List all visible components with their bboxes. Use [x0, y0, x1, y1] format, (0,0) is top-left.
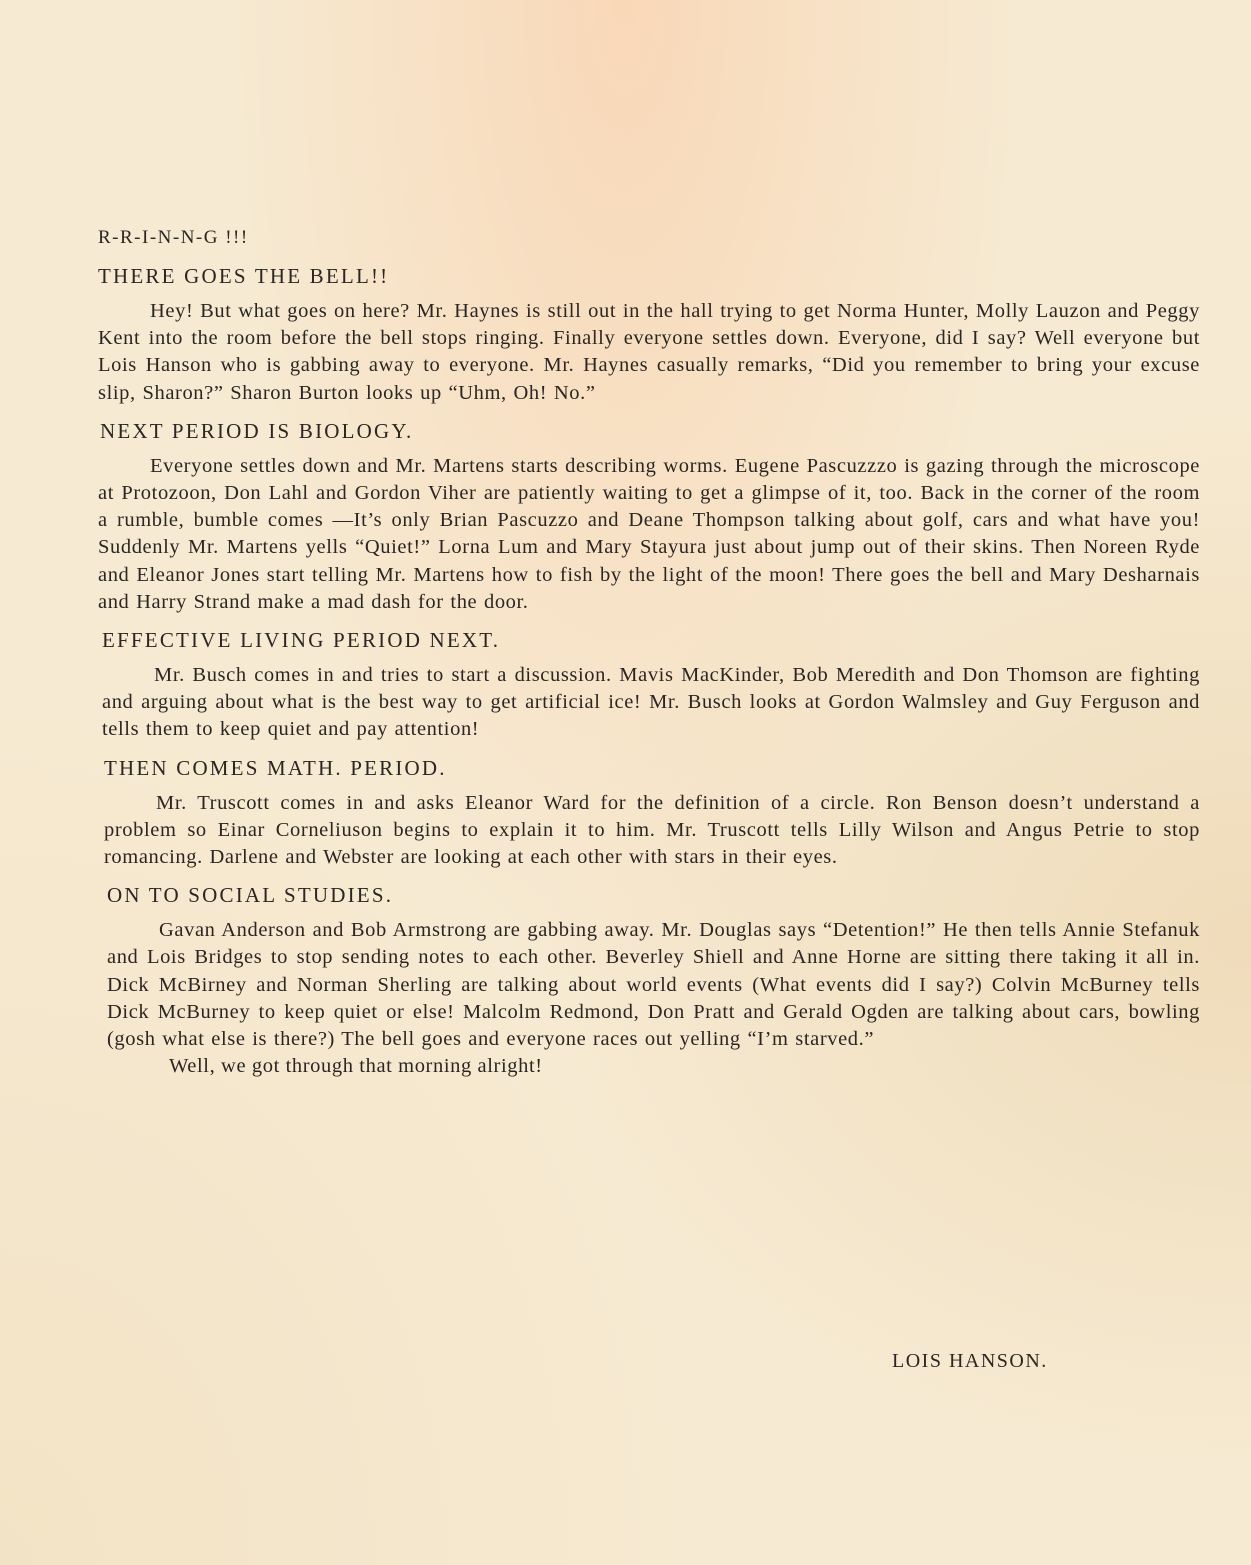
article — [98, 224, 1200, 1090]
social-studies-heading: ON TO SOCIAL STUDIES. — [107, 883, 394, 908]
section-biology — [98, 417, 1200, 616]
biology-heading: NEXT PERIOD IS BIOLOGY. — [100, 418, 414, 443]
math-paragraph: Mr. Truscott comes in and asks Eleanor Ward for the definition of a circle. Ron Benson doesn’t understand a problem so Einar Corneliuson begins to explain it to him. Mr. Truscott tells Lilly Wilson and Angus Petrie to stop romancing. Darlene and Webster are looking at each other with stars in their eyes. — [104, 791, 1200, 869]
social-studies-paragraph: Gavan Anderson and Bob Armstrong are gabbing away. Mr. Douglas says “Detention!” He then tells Annie Stefanuk and Lois Bridges to stop sending notes to each other. Beverley Shiell and Anne Horne are sitting there taking it all in. Dick McBirney and Norman Sherling are talking about world events (What events did I say?) Colvin McBurney tells Dick McBurney to keep quiet or else! Malcolm Redmond, Don Pratt and Gerald Ogden are talking about cars, bowling (gosh what else is there?) The bell goes and everyone races out yelling “I’m starved.” — [107, 919, 1200, 1051]
closing-line: Well, we got through that morning alright! — [169, 1055, 543, 1078]
math-heading: THEN COMES MATH. PERIOD. — [104, 755, 447, 780]
effective-living-paragraph: Mr. Busch comes in and tries to start a discussion. Mavis MacKinder, Bob Meredith and Don Thomson are fighting and arguing about what is the best way to get artificial ice! Mr. Busch looks at Gordon Walmsley and Guy Ferguson and tells them to keep quiet and pay attention! — [102, 664, 1200, 741]
section-homeroom — [98, 262, 1200, 407]
ring-heading: R-R-I-N-N-G !!! — [98, 227, 249, 248]
homeroom-paragraph: Hey! But what goes on here? Mr. Haynes is still out in the hall trying to get Norma Hunter, Molly Lauzon and Peggy Kent into the room before the bell stops ringing. Finally everyone settles down. Everyone, did I say? Well everyone but Lois Hanson who is gabbing away to everyone. Mr. Haynes casually remarks, “Did you remember to bring your excuse slip, Sharon?” Sharon Burton looks up “Uhm, Oh! No.” — [98, 300, 1200, 404]
biology-paragraph: Everyone settles down and Mr. Martens starts describing worms. Eugene Pascuzzzo is gazing through the microscope at Protozoon, Don Lahl and Gordon Viher are patiently waiting to get a glimpse of it, too. Back in the corner of the room a rumble, bumble comes —It’s only Brian Pascuzzo and Deane Thompson talking about golf, cars and what have you! Suddenly Mr. Martens yells “Quiet!” Lorna Lum and Mary Stayura just about jump out of their skins. Then Noreen Ryde and Eleanor Jones start telling Mr. Martens how to fish by the light of the moon! There goes the bell and Mary Desharnais and Harry Strand make a mad dash for the door. — [98, 454, 1200, 613]
effective-living-heading: EFFECTIVE LIVING PERIOD NEXT. — [102, 628, 501, 653]
bell-heading: THERE GOES THE BELL!! — [98, 264, 390, 288]
section-math — [104, 754, 1200, 872]
author-signature: LOIS HANSON. — [892, 1350, 1048, 1372]
section-effective-living — [102, 626, 1200, 744]
section-social-studies — [107, 881, 1200, 1080]
